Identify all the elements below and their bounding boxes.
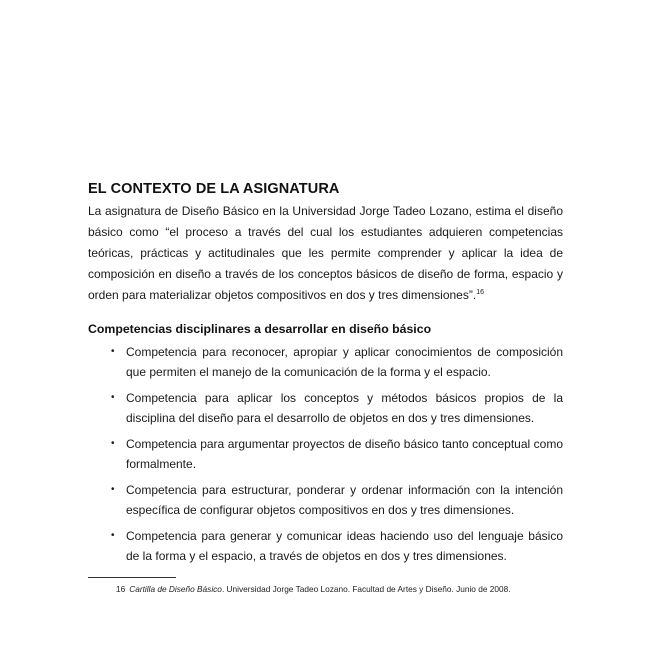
subsection-title: Competencias disciplinares a desarrollar en diseño básico xyxy=(88,322,432,336)
footnote-reference[interactable]: 16 xyxy=(476,289,484,296)
list-item-text: Competencia para generar y comunicar ideas haciendo uso del lenguaje básico de la forma y el espacio, a través de objetos en dos y tres dimensiones. xyxy=(126,529,563,563)
list-item xyxy=(88,342,563,382)
list-item-text: Competencia para reconocer, apropiar y aplicar conocimientos de composición que permiten el manejo de la comunicación de la forma y el espacio. xyxy=(126,345,563,379)
bullet-icon: • xyxy=(111,392,115,403)
list-item-text: Competencia para aplicar los conceptos y métodos básicos propios de la disciplina del diseño para el desarrollo de objetos en dos y tres dimensiones. xyxy=(126,391,563,425)
competencias-list xyxy=(88,342,563,566)
list-item xyxy=(88,388,563,428)
intro-text: La asignatura de Diseño Básico en la Universidad Jorge Tadeo Lozano, estima el diseño básico como “el proceso a través del cual los estudiantes adquieren competencias teóricas, prácticas y actitudinales que les permite comprender y aplicar la idea de composición en diseño a través de los conceptos básicos de diseño de forma, espacio y orden para materializar objetos compositivos en dos y tres dimensiones”. xyxy=(88,204,563,302)
intro-paragraph xyxy=(88,201,563,306)
section-title: EL CONTEXTO DE LA ASIGNATURA xyxy=(88,181,340,197)
footnote-divider xyxy=(88,577,176,578)
bullet-icon: • xyxy=(111,484,115,495)
bullet-icon: • xyxy=(111,530,115,541)
bullet-icon: • xyxy=(111,346,115,357)
list-item-text: Competencia para argumentar proyectos de diseño básico tanto conceptual como formalmente. xyxy=(126,437,563,471)
list-item xyxy=(88,434,563,474)
list-item xyxy=(88,526,563,566)
list-item xyxy=(88,480,563,520)
bullet-icon: • xyxy=(111,438,115,449)
footnote xyxy=(116,584,566,594)
footnote-text: . Universidad Jorge Tadeo Lozano. Facultad de Artes y Diseño. Junio de 2008. xyxy=(221,584,511,594)
footnote-title: Cartilla de Diseño Básico xyxy=(129,584,222,594)
list-item-text: Competencia para estructurar, ponderar y ordenar información con la intención específica de configurar objetos compositivos en dos y tres dimensiones. xyxy=(126,483,563,517)
page-content xyxy=(88,181,563,572)
footnote-number: 16 xyxy=(116,584,126,594)
